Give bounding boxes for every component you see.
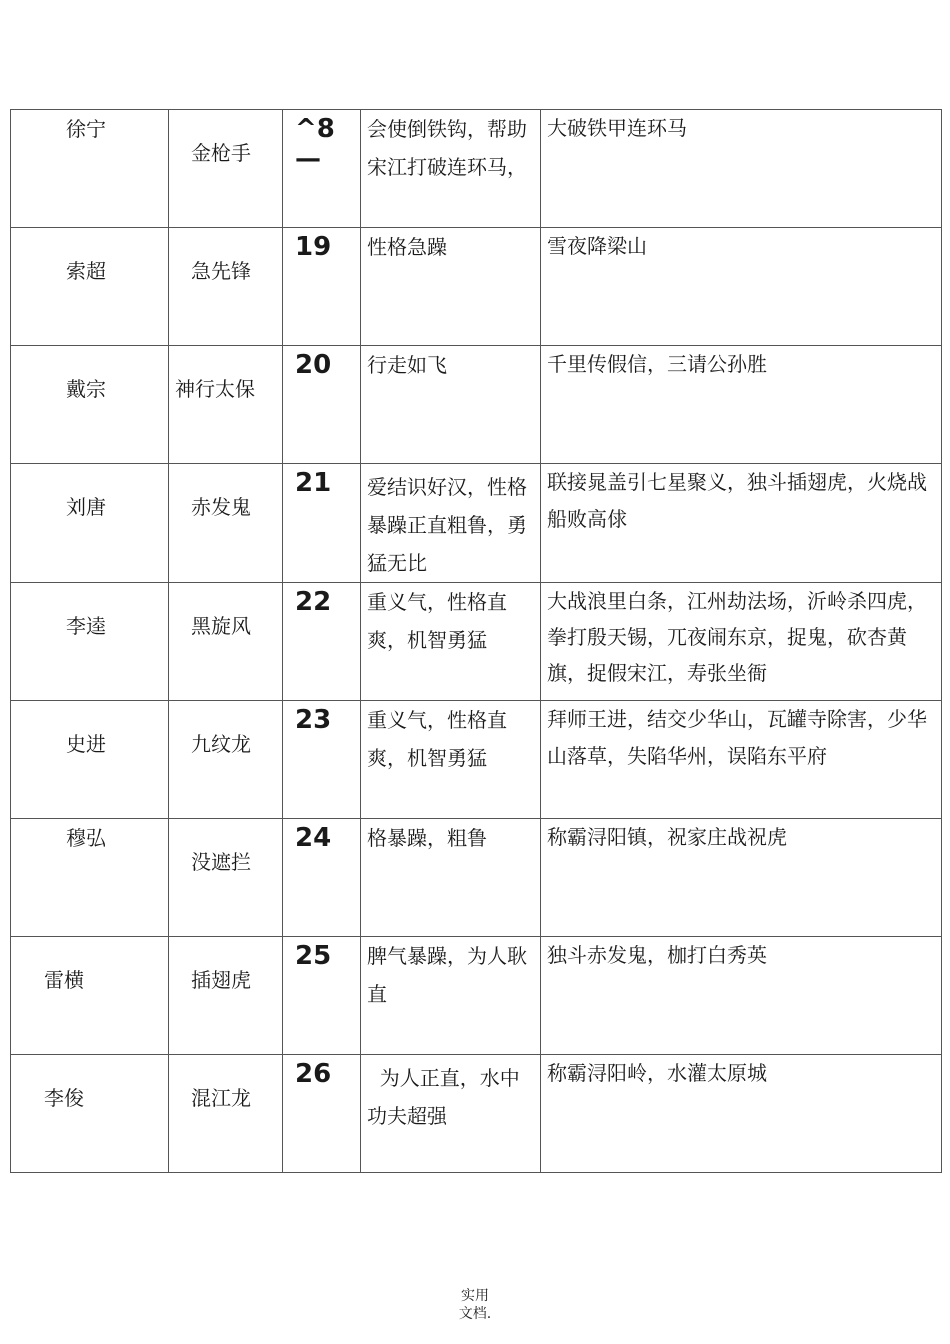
character-number: ^8—: [295, 114, 335, 174]
character-number: 22: [295, 587, 332, 617]
character-traits: 会使倒铁钩，帮助宋江打破连环马，: [367, 117, 527, 179]
number-cell: [283, 464, 361, 583]
character-events: 联接晁盖引七星聚义，独斗插翅虎，火烧战船败高俅: [547, 470, 927, 531]
nickname-cell: [169, 1055, 283, 1173]
table-row: [11, 110, 942, 228]
table-row: [11, 701, 942, 819]
character-name: 李俊: [44, 1086, 84, 1110]
events-cell: [541, 1055, 942, 1173]
table-row: [11, 464, 942, 583]
character-traits: 行走如飞: [367, 353, 447, 377]
character-name: 史进: [66, 732, 106, 756]
character-traits: 重义气，性格直爽，机智勇猛: [367, 708, 507, 770]
table-row: [11, 583, 942, 701]
name-cell: [11, 464, 169, 583]
character-traits: 性格急躁: [367, 235, 447, 259]
name-cell: [11, 583, 169, 701]
name-cell: [11, 701, 169, 819]
character-events: 大战浪里白条，江州劫法场，沂岭杀四虎，拳打殷天锡，兀夜闹东京，捉鬼，砍杏黄旗，捉假宋江，寿张坐衙: [547, 589, 927, 685]
number-cell: [283, 1055, 361, 1173]
character-events: 雪夜降梁山: [547, 234, 647, 258]
character-events: 称霸浔阳岭，水灌太原城: [547, 1061, 767, 1085]
character-number: 25: [295, 941, 332, 971]
character-events: 大破铁甲连环马: [547, 116, 687, 140]
name-cell: [11, 346, 169, 464]
traits-cell: [361, 1055, 541, 1173]
table-row: [11, 819, 942, 937]
character-nickname: 神行太保: [175, 377, 255, 401]
character-nickname: 赤发鬼: [191, 495, 251, 519]
character-nickname: 九纹龙: [191, 732, 251, 756]
name-cell: [11, 228, 169, 346]
character-name: 李逵: [66, 614, 106, 638]
character-traits: 为人正直，水中功夫超强: [367, 1066, 520, 1128]
table-row: [11, 228, 942, 346]
traits-cell: [361, 110, 541, 228]
character-nickname: 混江龙: [191, 1086, 251, 1110]
events-cell: [541, 819, 942, 937]
events-cell: [541, 346, 942, 464]
character-nickname: 没遮拦: [191, 850, 251, 874]
footer-line-2: 文档.: [458, 1306, 492, 1322]
events-cell: [541, 701, 942, 819]
number-cell: [283, 701, 361, 819]
traits-cell: [361, 701, 541, 819]
character-nickname: 急先锋: [191, 259, 251, 283]
traits-cell: [361, 464, 541, 583]
character-name: 戴宗: [66, 377, 106, 401]
name-cell: [11, 110, 169, 228]
number-cell: [283, 110, 361, 228]
traits-cell: [361, 228, 541, 346]
character-name: 刘唐: [66, 495, 106, 519]
nickname-cell: [169, 464, 283, 583]
character-traits: 格暴躁，粗鲁: [367, 826, 487, 850]
name-cell: [11, 819, 169, 937]
events-cell: [541, 228, 942, 346]
character-traits: 爱结识好汉，性格暴躁正直粗鲁，勇猛无比: [367, 475, 527, 575]
nickname-cell: [169, 346, 283, 464]
character-traits: 重义气，性格直爽，机智勇猛: [367, 590, 507, 652]
character-nickname: 金枪手: [191, 141, 251, 165]
number-cell: [283, 228, 361, 346]
character-table: [10, 109, 942, 1173]
events-cell: [541, 110, 942, 228]
name-cell: [11, 1055, 169, 1173]
character-nickname: 黑旋风: [191, 614, 251, 638]
traits-cell: [361, 346, 541, 464]
character-events: 千里传假信，三请公孙胜: [547, 352, 767, 376]
traits-cell: [361, 583, 541, 701]
character-number: 24: [295, 823, 332, 853]
character-name: 索超: [66, 259, 106, 283]
nickname-cell: [169, 937, 283, 1055]
character-name: 徐宁: [66, 117, 106, 141]
character-number: 26: [295, 1059, 332, 1089]
character-traits: 脾气暴躁，为人耿直: [367, 944, 527, 1006]
character-number: 19: [295, 232, 332, 262]
traits-cell: [361, 819, 541, 937]
number-cell: [283, 583, 361, 701]
table-row: [11, 346, 942, 464]
events-cell: [541, 464, 942, 583]
number-cell: [283, 937, 361, 1055]
nickname-cell: [169, 819, 283, 937]
character-events: 拜师王进，结交少华山，瓦罐寺除害，少华山落草，失陷华州，误陷东平府: [547, 707, 927, 768]
nickname-cell: [169, 583, 283, 701]
number-cell: [283, 346, 361, 464]
table-row: [11, 937, 942, 1055]
nickname-cell: [169, 701, 283, 819]
table-row: [11, 1055, 942, 1173]
character-table-container: [10, 109, 941, 1173]
name-cell: [11, 937, 169, 1055]
character-name: 穆弘: [66, 826, 106, 850]
traits-cell: [361, 937, 541, 1055]
character-events: 独斗赤发鬼，枷打白秀英: [547, 943, 767, 967]
character-number: 20: [295, 350, 332, 380]
character-number: 21: [295, 468, 332, 498]
character-nickname: 插翅虎: [191, 968, 251, 992]
footer-line-1: 实用: [461, 1288, 489, 1304]
events-cell: [541, 937, 942, 1055]
page-footer: [0, 1287, 950, 1323]
nickname-cell: [169, 110, 283, 228]
character-number: 23: [295, 705, 332, 735]
events-cell: [541, 583, 942, 701]
nickname-cell: [169, 228, 283, 346]
number-cell: [283, 819, 361, 937]
character-events: 称霸浔阳镇，祝家庄战祝虎: [547, 825, 787, 849]
character-name: 雷横: [44, 968, 84, 992]
